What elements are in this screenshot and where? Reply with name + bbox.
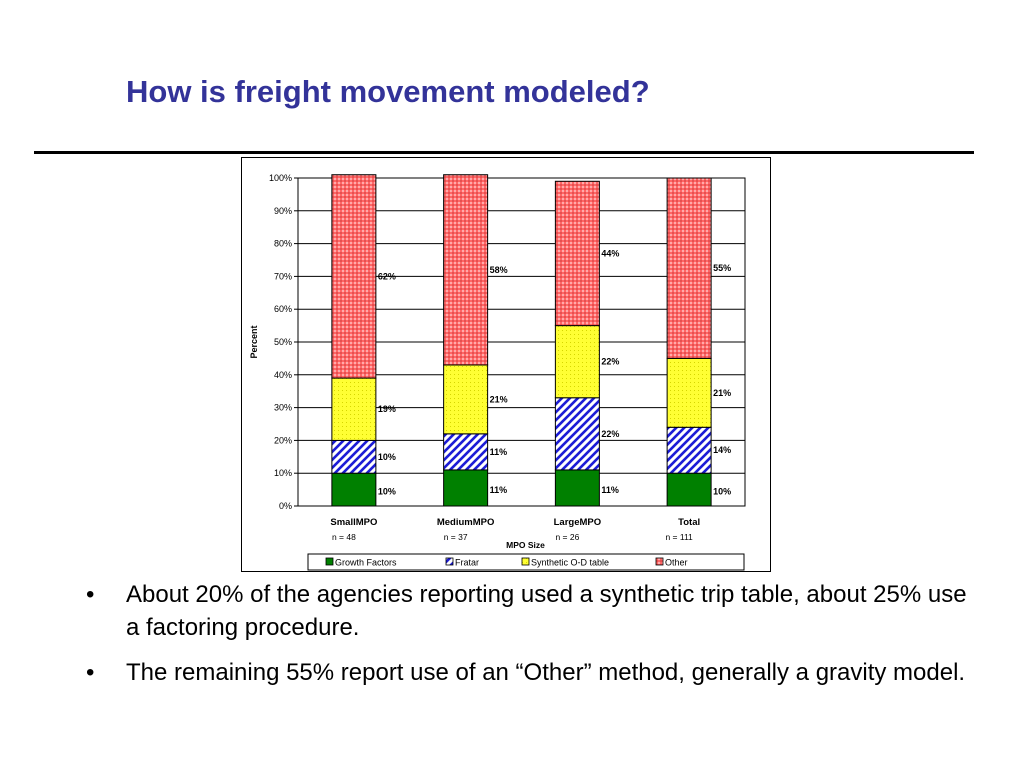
legend-swatch [522,558,529,565]
bar-segment-growth-factors [332,473,376,506]
bar-segment-synthetic-o-d-table [555,326,599,398]
bar-segment-fratar [444,434,488,470]
legend-swatch [446,558,453,565]
bar-segment-synthetic-o-d-table [444,365,488,434]
data-label: 21% [713,387,732,398]
bar-segment-synthetic-o-d-table [667,358,711,427]
y-tick-label: 100% [268,173,292,183]
y-tick-label: 40% [273,369,292,380]
bullet-item-synthetic [86,578,986,644]
y-tick-label: 10% [273,468,292,479]
data-label: 22% [601,356,620,367]
data-label: 14% [713,445,732,456]
legend [308,554,744,570]
legend-label: Synthetic O-D table [531,557,610,568]
bar-segment-growth-factors [444,470,488,506]
data-label: 22% [601,428,620,439]
legend-swatch [656,558,663,565]
bullet-text: The remaining 55% report use of an “Other” method, generally a gravity model. [126,659,966,686]
bar-segment-fratar [332,440,376,473]
bullet-point-icon: • [86,659,95,686]
data-label: 10% [713,486,732,497]
bar-segment-synthetic-o-d-table [332,378,376,440]
category-sample-size: n = 48 [331,532,356,542]
y-tick-label: 30% [273,402,292,413]
slide-title: How is freight movement modeled? [126,74,650,109]
category-label: MediumMPO [436,517,495,528]
bar-segment-growth-factors [667,473,711,506]
legend-swatch [326,558,333,565]
category-sample-size: n = 111 [665,532,693,542]
bullet-text: About 20% of the agencies reporting used a synthetic trip table, about 25% use a factoring procedure. [126,581,967,641]
y-tick-label: 0% [278,501,292,511]
bar-segment-other [332,175,376,378]
data-label: 10% [377,486,396,497]
data-label: 58% [489,264,508,275]
data-label: 21% [489,394,508,405]
category-label: SmallMPO [330,517,378,528]
bar-segment-fratar [555,398,599,470]
data-label: 11% [601,484,619,495]
category-label: Total [678,517,701,528]
y-tick-label: 90% [273,205,292,216]
category-sample-size: n = 37 [443,532,468,542]
data-label: 11% [489,446,508,457]
chart-frame [241,157,771,572]
bar-segment-growth-factors [555,470,599,506]
bar-segment-other [555,181,599,325]
y-axis-title: Percent [249,325,259,359]
bullet-point-icon: • [86,581,95,608]
x-axis-title: MPO Size [506,540,545,550]
legend-label: Growth Factors [335,557,397,568]
y-tick-label: 70% [273,271,292,282]
bar-segment-other [667,178,711,358]
bullet-item-other [86,656,986,689]
title-divider [34,151,974,154]
bar-segment-fratar [667,427,711,473]
legend-label: Fratar [455,557,480,568]
bar-segment-other [444,175,488,365]
y-tick-label: 80% [273,238,292,249]
data-label: 19% [377,404,396,415]
data-label: 10% [377,451,396,462]
y-tick-label: 60% [273,304,292,315]
category-sample-size: n = 26 [555,532,580,542]
bullet-list [86,578,986,701]
y-tick-label: 20% [273,435,292,446]
data-label: 11% [489,484,508,495]
stacked-bar-chart [242,158,772,573]
data-label: 44% [601,248,620,259]
data-label: 55% [713,263,732,274]
y-tick-label: 50% [273,337,292,347]
data-label: 62% [377,271,396,282]
legend-label: Other [665,557,688,568]
category-label: LargeMPO [553,517,602,528]
